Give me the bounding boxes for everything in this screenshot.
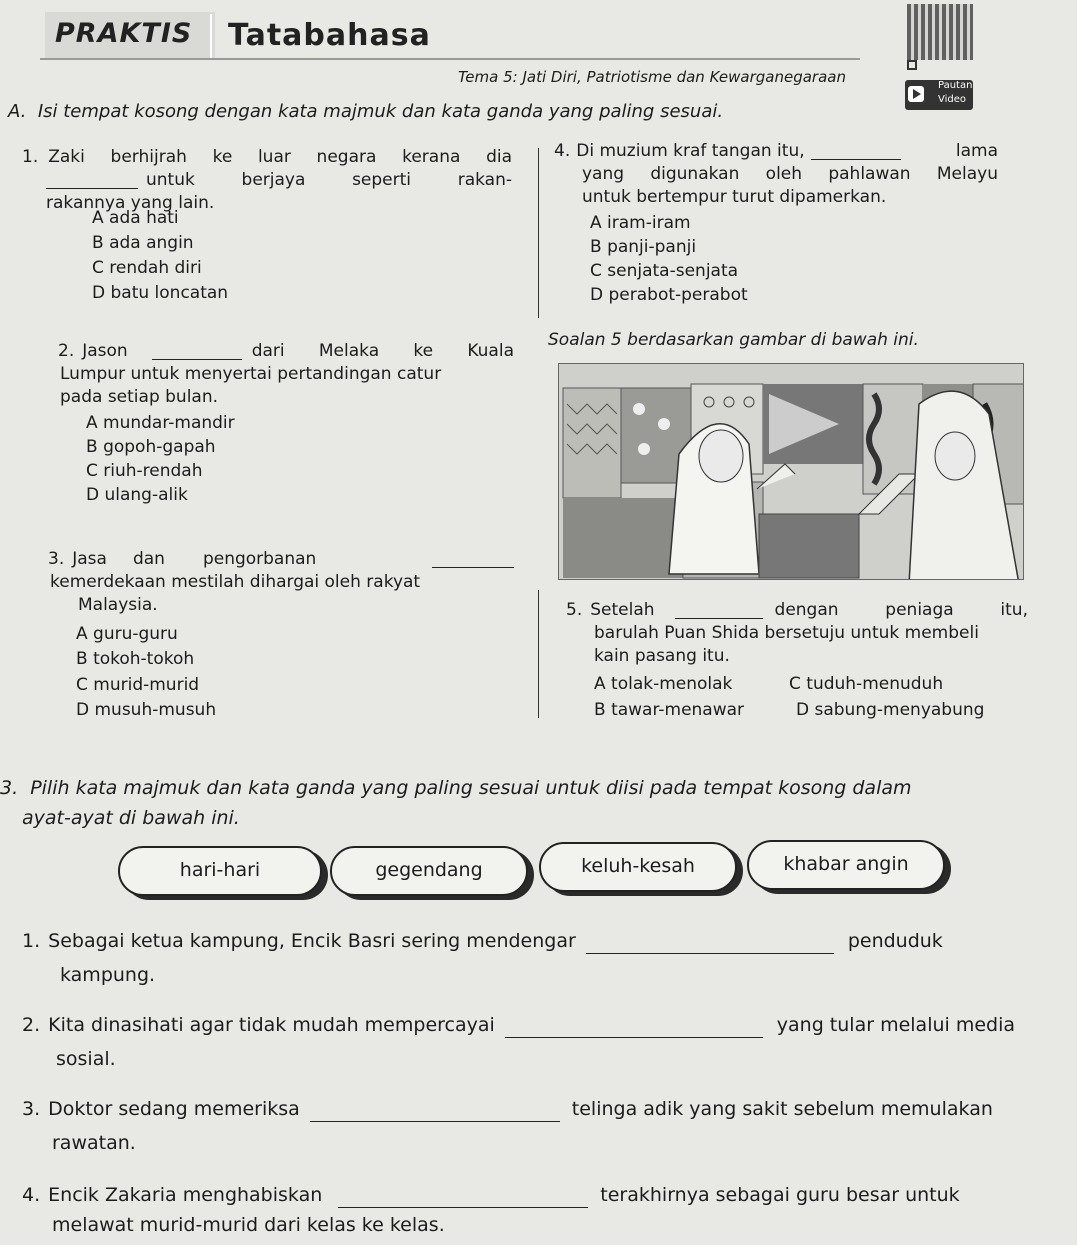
q5-option-d[interactable]: D sabung-menyabung: [796, 700, 985, 720]
section-a-instruction: [8, 101, 723, 122]
q3-number: 3.: [48, 549, 65, 569]
q4-option-d[interactable]: D perabot-perabot: [590, 285, 748, 305]
q5-option-c[interactable]: C tuduh-menuduh: [789, 674, 944, 694]
q1-line-1: Zaki berhijrah ke luar negara kerana dia: [48, 147, 512, 167]
header-divider: [210, 14, 212, 58]
b3-blank[interactable]: [310, 1108, 560, 1122]
b-question-1: [22, 930, 1062, 986]
b-question-4: [22, 1184, 1072, 1236]
word-pill-keluh-kesah: keluh-kesah: [539, 842, 737, 892]
q1-line-3: rakannya yang lain.: [46, 193, 215, 213]
b4-text-a: Encik Zakaria menghabiskan: [48, 1184, 323, 1206]
b4-number: 4.: [22, 1184, 41, 1206]
section-b-label: 3.: [0, 777, 19, 799]
b2-text-a: Kita dinasihati agar tidak mudah mempercayai: [48, 1014, 495, 1036]
q3-line-2: kemerdekaan mestilah dihargai oleh rakyat: [50, 572, 421, 592]
q5-line-3: kain pasang itu.: [594, 646, 730, 666]
q1-option-a[interactable]: A ada hati: [92, 208, 179, 228]
q3-option-d[interactable]: D musuh-musuh: [76, 700, 217, 720]
q4-number: 4.: [554, 141, 571, 161]
q3-blank[interactable]: [432, 554, 514, 568]
q2-line-3: pada setiap bulan.: [60, 387, 219, 407]
column-divider-bottom: [538, 590, 539, 718]
video-link-label-1: Pautan: [938, 80, 973, 91]
b1-text-b: penduduk: [847, 930, 943, 952]
q3-line-1b: dan: [132, 549, 165, 569]
q2-option-c[interactable]: C riuh-rendah: [86, 461, 203, 481]
q1-option-d[interactable]: D batu loncatan: [92, 283, 229, 303]
question-3: [48, 548, 514, 617]
q4-option-c[interactable]: C senjata-senjata: [590, 261, 739, 281]
b1-text-c: kampung.: [60, 964, 156, 986]
b-question-3: [22, 1098, 1067, 1154]
b3-text-b: telinga adik yang sakit sebelum memulakan: [571, 1098, 993, 1120]
q3-line-1a: Jasa: [72, 549, 107, 569]
b1-number: 1.: [22, 930, 41, 952]
fabric-shop-svg: [559, 364, 1024, 580]
b2-text-c: sosial.: [56, 1048, 116, 1070]
q2-option-a[interactable]: A mundar-mandir: [86, 413, 235, 433]
b2-blank[interactable]: [505, 1024, 763, 1038]
q3-option-a[interactable]: A guru-guru: [76, 624, 178, 644]
column-divider-top: [538, 148, 539, 318]
q4-option-a[interactable]: A iram-iram: [590, 213, 691, 233]
q4-line-1a: Di muzium kraf tangan itu,: [576, 141, 805, 161]
b2-number: 2.: [22, 1014, 41, 1036]
word-pill-hari-hari: hari-hari: [118, 846, 322, 896]
question-1: [22, 146, 512, 215]
q5-blank[interactable]: [675, 605, 763, 619]
tema-subtitle: Tema 5: Jati Diri, Patriotisme dan Kewarganegaraan: [458, 68, 846, 86]
b4-blank[interactable]: [338, 1194, 588, 1208]
section-a-label: A.: [8, 101, 27, 122]
b2-text-b: yang tular melalui media: [776, 1014, 1016, 1036]
q4-line-2: yang digunakan oleh pahlawan Melayu: [582, 164, 998, 184]
b1-text-a: Sebagai ketua kampung, Encik Basri sering mendengar: [48, 930, 576, 952]
section-a-text: Isi tempat kosong dengan kata majmuk dan kata ganda yang paling sesuai.: [37, 101, 724, 122]
word-pill-khabar-angin: khabar angin: [747, 840, 945, 890]
section-b-line-1: Pilih kata majmuk dan kata ganda yang paling sesuai untuk diisi pada tempat kosong dalam: [30, 777, 912, 799]
q2-option-b[interactable]: B gopoh-gapah: [86, 437, 216, 457]
q5-number: 5.: [566, 600, 583, 620]
qr-marker-icon: [907, 60, 917, 70]
question-4: [554, 140, 998, 209]
q4-option-b[interactable]: B panji-panji: [590, 237, 697, 257]
b3-number: 3.: [22, 1098, 41, 1120]
question-5: [566, 599, 1028, 668]
praktis-label: PRAKTIS: [55, 18, 193, 49]
qr-code-icon[interactable]: [907, 4, 973, 60]
q5-option-a[interactable]: A tolak-menolak: [594, 674, 733, 694]
q4-line-1b: lama: [955, 141, 998, 161]
b4-text-c: melawat murid-murid dari kelas ke kelas.: [52, 1214, 445, 1236]
word-pill-gegendang: gegendang: [330, 846, 528, 896]
q5-line-1b: dengan peniaga itu,: [774, 600, 1028, 620]
q1-option-b[interactable]: B ada angin: [92, 233, 194, 253]
q4-line-3: untuk bertempur turut dipamerkan.: [582, 187, 887, 207]
q2-line-1a: Jason: [82, 341, 128, 361]
q3-line-3: Malaysia.: [78, 595, 158, 615]
b3-text-a: Doktor sedang memeriksa: [48, 1098, 300, 1120]
q2-line-1b: dari Melaka ke Kuala: [251, 341, 514, 361]
q5-intro: Soalan 5 berdasarkan gambar di bawah ini.: [548, 330, 919, 350]
b-question-2: [22, 1014, 1067, 1070]
q1-line-2: untuk berjaya seperti rakan-: [146, 170, 512, 190]
section-b-instruction: [0, 773, 1070, 833]
q5-line-1a: Setelah: [590, 600, 655, 620]
b1-blank[interactable]: [586, 940, 834, 954]
page-title: Tatabahasa: [228, 18, 431, 53]
q4-blank[interactable]: [811, 146, 901, 160]
question-2: [58, 340, 514, 409]
q3-line-1c: pengorbanan: [202, 549, 317, 569]
q2-number: 2.: [58, 341, 75, 361]
q3-option-c[interactable]: C murid-murid: [76, 675, 200, 695]
q1-option-c[interactable]: C rendah diri: [92, 258, 202, 278]
q2-line-2: Lumpur untuk menyertai pertandingan catur: [60, 364, 442, 384]
video-link-label-2: Video: [938, 94, 967, 105]
q2-option-d[interactable]: D ulang-alik: [86, 485, 188, 505]
q1-number: 1.: [22, 147, 39, 167]
q1-blank[interactable]: [46, 175, 138, 189]
q3-option-b[interactable]: B tokoh-tokoh: [76, 649, 195, 669]
q5-option-b[interactable]: B tawar-menawar: [594, 700, 745, 720]
b3-text-c: rawatan.: [52, 1132, 136, 1154]
fabric-shop-illustration: [558, 363, 1024, 580]
b4-text-b: terakhirnya sebagai guru besar untuk: [600, 1184, 960, 1206]
q2-blank[interactable]: [152, 346, 242, 360]
q5-line-2: barulah Puan Shida bersetuju untuk membeli: [594, 623, 979, 643]
section-b-line-2: ayat-ayat di bawah ini.: [22, 807, 240, 829]
header-rule: [40, 58, 860, 60]
play-triangle-icon: [913, 89, 921, 99]
